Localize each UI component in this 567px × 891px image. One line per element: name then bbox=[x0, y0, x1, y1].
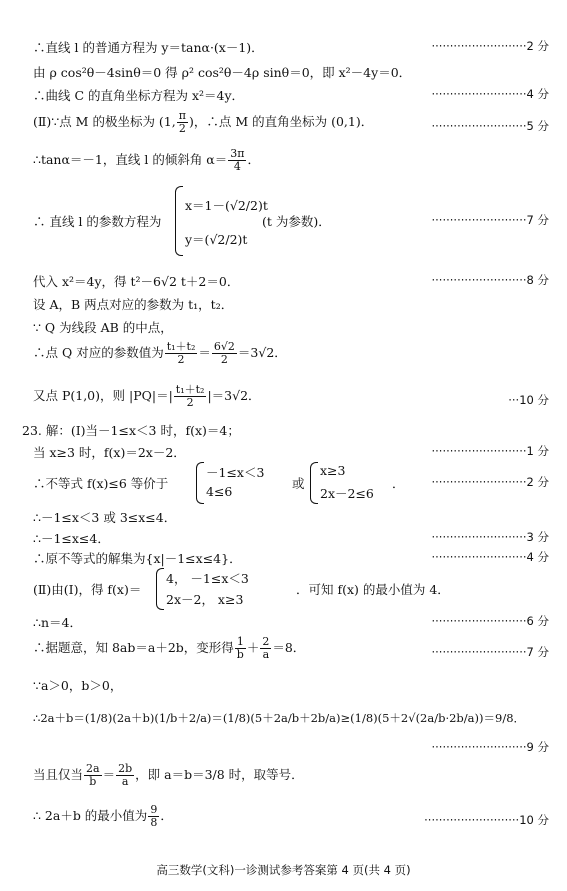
line-text: ∴n＝4． bbox=[33, 615, 82, 630]
score-marker: ··························5 分 bbox=[431, 119, 549, 133]
score-marker: ··························10 分 bbox=[424, 813, 549, 827]
fraction-denominator: 2 bbox=[186, 396, 194, 410]
score-marker: ··························1 分 bbox=[431, 444, 549, 458]
fraction-denominator: 8 bbox=[150, 816, 158, 830]
equation-system bbox=[175, 186, 268, 254]
line-text: ∵ Q 为线段 AB 的中点， bbox=[33, 320, 173, 335]
system-row: 4， －1≤x＜3 bbox=[166, 571, 249, 586]
line-text bbox=[33, 110, 373, 135]
equation-system bbox=[196, 462, 286, 502]
line-text bbox=[33, 636, 305, 661]
fraction-denominator: 2 bbox=[177, 353, 185, 367]
text-segment: ＝ bbox=[102, 767, 116, 783]
text-segment: 又点 P(1,0)，则 |PQ|＝| bbox=[33, 388, 173, 404]
fraction-numerator: 3π bbox=[230, 147, 245, 160]
fraction-denominator: a bbox=[262, 648, 270, 662]
fraction bbox=[235, 636, 246, 661]
line-text: ． bbox=[392, 476, 405, 491]
line-text: ∴不等式 f(x)≤6 等价于 bbox=[33, 476, 169, 491]
fraction bbox=[260, 636, 271, 661]
text-segment: ∴ 2a＋b 的最小值为 bbox=[33, 808, 148, 824]
line-text: ∴ 直线 l 的参数方程为 bbox=[33, 214, 162, 229]
line-14 bbox=[0, 462, 567, 504]
fraction-numerator: 2 bbox=[262, 635, 270, 648]
line-text: 由 ρ cos²θ－4sinθ＝0 得 ρ² cos²θ－4ρ sinθ＝0，即 x²－4y＝0． bbox=[33, 65, 412, 80]
system-row: 2x－2， x≥3 bbox=[166, 592, 244, 607]
fraction bbox=[174, 384, 207, 409]
fraction-denominator: 2 bbox=[220, 353, 228, 367]
fraction-numerator: 1 bbox=[235, 636, 246, 649]
score-marker: ···10 分 bbox=[508, 393, 549, 407]
brace-symbol bbox=[156, 568, 164, 610]
line-text: 或 bbox=[292, 476, 305, 491]
line-text: ∴曲线 C 的直角坐标方程为 x²＝4y． bbox=[33, 88, 245, 103]
fraction-numerator: 9 bbox=[150, 803, 158, 816]
line-text: ∵a＞0，b＞0， bbox=[33, 678, 123, 693]
score-marker: ··························7 分 bbox=[431, 645, 549, 659]
line-text: 代入 x²＝4y，得 t²－6√2 t＋2＝0． bbox=[33, 274, 240, 289]
brace-symbol bbox=[310, 462, 318, 504]
line-text: ∴－1≤x≤4． bbox=[33, 531, 110, 546]
system-row: －1≤x＜3 bbox=[206, 465, 265, 480]
line-6 bbox=[0, 186, 567, 256]
score-marker: ··························9 分 bbox=[431, 740, 549, 754]
text-segment: ＝8． bbox=[272, 640, 306, 656]
fraction-numerator: 2a bbox=[86, 762, 100, 775]
brace-symbol bbox=[175, 186, 183, 256]
fraction bbox=[177, 110, 188, 135]
text-segment: ∴据题意，知 8ab＝a＋2b，变形得 bbox=[33, 640, 234, 656]
fraction bbox=[116, 763, 134, 788]
line-18 bbox=[0, 568, 567, 610]
text-segment: |＝3√2． bbox=[207, 388, 261, 404]
equation-system bbox=[310, 462, 395, 502]
fraction bbox=[212, 341, 237, 366]
score-marker: ··························2 分 bbox=[431, 475, 549, 489]
fraction-denominator: 4 bbox=[233, 160, 241, 174]
equation-system bbox=[156, 568, 306, 608]
text-segment: ． bbox=[160, 808, 173, 824]
fraction bbox=[148, 804, 159, 829]
text-segment: 当且仅当 bbox=[33, 767, 84, 783]
fraction-numerator: t₁＋t₂ bbox=[166, 340, 196, 353]
system-row: x＝1－(√2/2)t bbox=[185, 198, 268, 213]
score-marker: ··························2 分 bbox=[431, 39, 549, 53]
score-marker: ··························8 分 bbox=[431, 273, 549, 287]
score-marker: ··························3 分 bbox=[431, 530, 549, 544]
line-text bbox=[33, 384, 261, 409]
fraction bbox=[84, 763, 102, 788]
brace-symbol bbox=[196, 462, 204, 504]
score-marker: ··························4 分 bbox=[431, 87, 549, 101]
fraction-numerator: t₁＋t₂ bbox=[175, 383, 205, 396]
text-segment: ． bbox=[247, 152, 260, 168]
line-text: ∴－1≤x＜3 或 3≤x≤4． bbox=[33, 510, 177, 525]
line-text: (Ⅱ)由(Ⅰ)，得 f(x)＝ bbox=[33, 582, 142, 597]
line-text: 23. 解：(Ⅰ)当－1≤x＜3 时，f(x)＝4； bbox=[22, 423, 240, 438]
line-text: ∴直线 l 的普通方程为 y＝tanα·(x－1)． bbox=[33, 40, 264, 55]
system-row: x≥3 bbox=[320, 463, 346, 478]
system-row: 2x－2≤6 bbox=[320, 486, 374, 501]
line-text bbox=[33, 148, 260, 173]
line-text: (t 为参数)． bbox=[262, 214, 331, 229]
system-row: y＝(√2/2)t bbox=[185, 232, 248, 247]
text-segment: ，即 a＝b＝3/8 时，取等号． bbox=[135, 767, 304, 783]
text-segment: ∴tanα＝－1，直线 l 的倾斜角 α＝ bbox=[33, 152, 228, 168]
fraction-numerator: 2b bbox=[118, 762, 133, 775]
line-text bbox=[33, 763, 304, 788]
text-segment: ＋ bbox=[246, 640, 260, 656]
text-segment: ＝ bbox=[198, 345, 211, 361]
text-segment: )，∴点 M 的直角坐标为 (0,1)． bbox=[188, 114, 374, 130]
score-marker: ··························7 分 bbox=[431, 213, 549, 227]
text-segment: ∴点 Q 对应的参数值为 bbox=[33, 345, 164, 361]
line-text: 当 x≥3 时，f(x)＝2x－2． bbox=[33, 445, 186, 460]
page-footer: 高三数学(文科)一诊测试参考答案第 4 页(共 4 页) bbox=[156, 863, 411, 877]
fraction-denominator: b bbox=[236, 648, 244, 662]
fraction-numerator: π bbox=[178, 109, 186, 122]
line-text: ．可知 f(x) 的最小值为 4． bbox=[296, 582, 450, 597]
fraction-denominator: b bbox=[89, 775, 97, 789]
line-text: ∴2a＋b＝(1/8)(2a＋b)(1/b＋2/a)＝(1/8)(5＋2a/b＋2b/a)≥(1/8)(5＋2√(2a/b·2b/a))＝9/8． bbox=[33, 711, 526, 725]
text-segment: (Ⅱ)∵点 M 的极坐标为 (1, bbox=[33, 114, 176, 130]
fraction-numerator: 6√2 bbox=[213, 340, 235, 353]
system-row: 4≤6 bbox=[206, 484, 233, 499]
fraction-denominator: 2 bbox=[178, 122, 186, 136]
line-text bbox=[33, 804, 173, 829]
fraction bbox=[165, 341, 198, 366]
fraction bbox=[228, 148, 246, 173]
line-text bbox=[33, 341, 287, 366]
line-text: 设 A，B 两点对应的参数为 t₁，t₂． bbox=[33, 297, 234, 312]
score-marker: ··························6 分 bbox=[431, 614, 549, 628]
line-text: ∴原不等式的解集为{x|－1≤x≤4}． bbox=[33, 551, 242, 566]
text-segment: ＝3√2． bbox=[237, 345, 287, 361]
score-marker: ··························4 分 bbox=[431, 550, 549, 564]
fraction-denominator: a bbox=[121, 775, 129, 789]
